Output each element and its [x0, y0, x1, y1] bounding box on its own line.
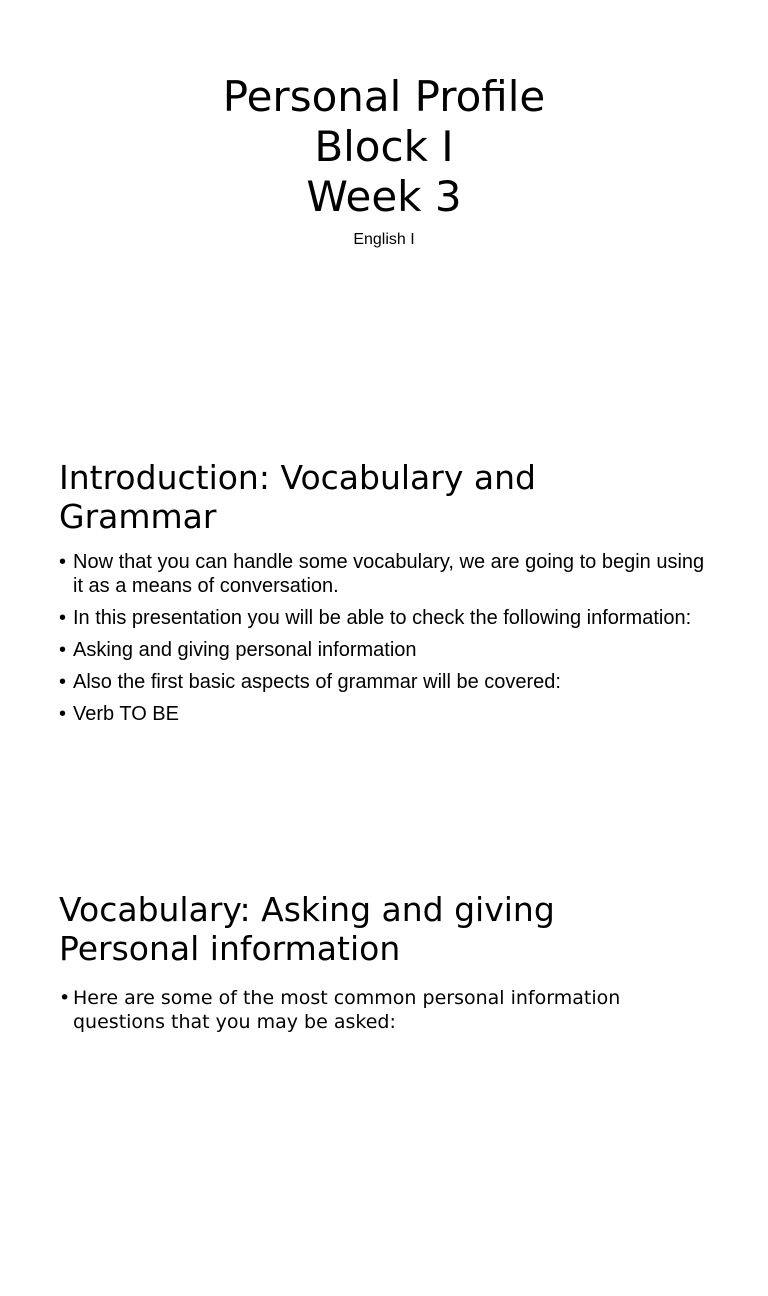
bullet-icon: • — [59, 671, 67, 693]
bullet-item — [59, 670, 708, 694]
slide-heading — [59, 458, 728, 536]
heading-line: Vocabulary: Asking and giving — [59, 890, 555, 929]
title-line: Personal Profile — [222, 72, 546, 121]
title-line: Week 3 — [306, 172, 462, 221]
heading-line: Introduction: Vocabulary and — [59, 458, 536, 497]
bullet-list — [59, 986, 708, 1042]
bullet-text: Verb TO BE — [73, 703, 179, 725]
bullet-icon: • — [59, 703, 67, 725]
bullet-list — [59, 550, 708, 734]
slide-subtitle: English I — [353, 231, 415, 248]
bullet-text: Here are some of the most common personal information questions that you may be asked: — [73, 987, 621, 1033]
title-slide — [0, 0, 768, 432]
heading-line: Personal information — [59, 929, 401, 968]
bullet-item — [59, 702, 708, 726]
bullet-text: Also the first basic aspects of grammar will be covered: — [73, 671, 561, 693]
heading-line: Grammar — [59, 497, 217, 536]
bullet-item — [59, 606, 708, 630]
bullet-icon: • — [59, 551, 67, 573]
slide-heading — [59, 890, 728, 968]
slide-title — [0, 72, 768, 222]
bullet-icon: • — [59, 639, 67, 661]
bullet-icon: • — [59, 607, 67, 629]
vocabulary-slide — [0, 864, 768, 1296]
bullet-item — [59, 986, 708, 1034]
introduction-slide — [0, 432, 768, 864]
bullet-text: Now that you can handle some vocabulary, we are going to begin using it as a means of conversation. — [73, 551, 705, 597]
bullet-icon: • — [59, 987, 71, 1009]
title-line: Block I — [314, 122, 454, 171]
bullet-text: In this presentation you will be able to check the following information: — [73, 607, 692, 629]
bullet-item — [59, 638, 708, 662]
bullet-item — [59, 550, 708, 598]
bullet-text: Asking and giving personal information — [73, 639, 417, 661]
